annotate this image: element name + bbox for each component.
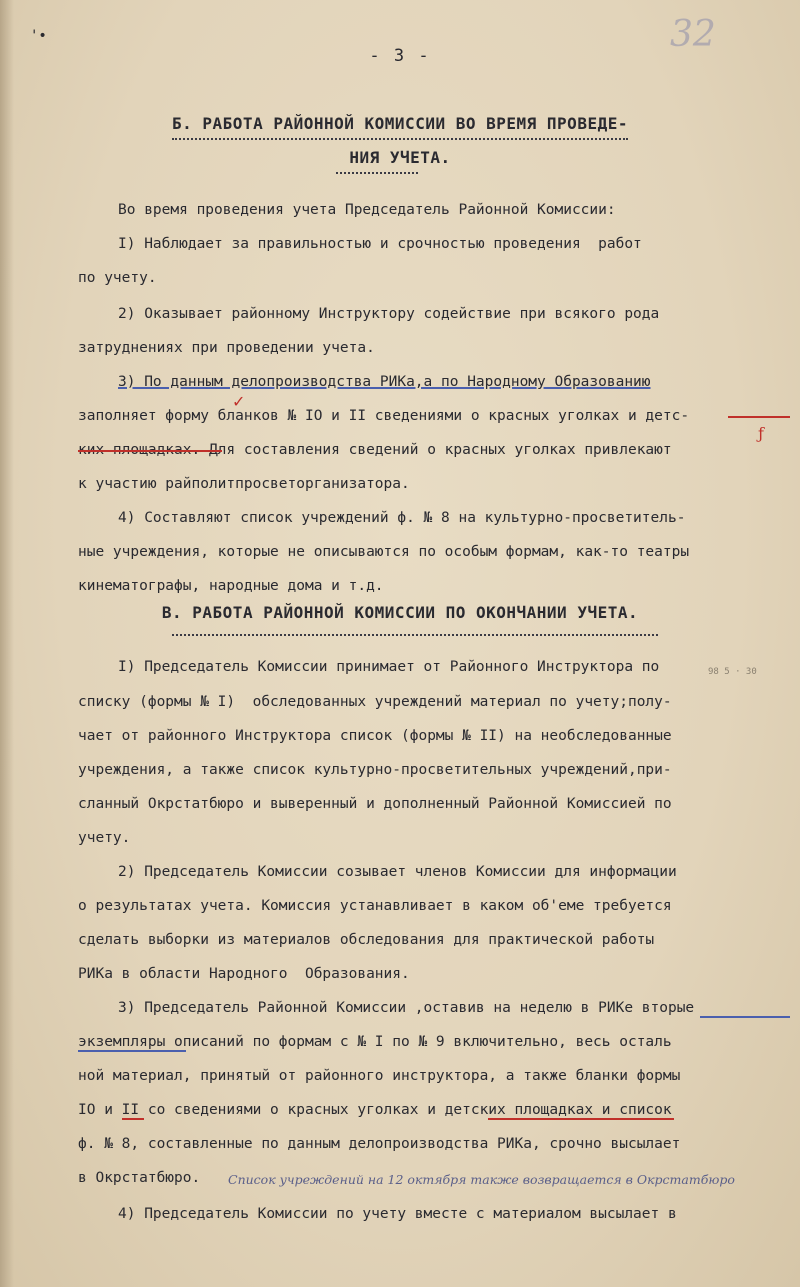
text-line: учету. bbox=[78, 830, 131, 846]
text-line: сланный Окрстатбюро и выверенный и дополненный Районной Комиссией по bbox=[78, 796, 672, 812]
red-correction-mark: ƒ bbox=[758, 424, 764, 443]
text-line: сделать выборки из материалов обследования для практической работы bbox=[78, 932, 655, 948]
red-strike-mark bbox=[488, 1118, 674, 1120]
section-b-title-line1: Б. РАБОТА РАЙОННОЙ КОМИССИИ ВО ВРЕМЯ ПРОВЕДЕ- bbox=[172, 114, 628, 133]
text-line: ких площадках. Для составления сведений о красных уголках привлекают bbox=[78, 442, 672, 458]
title-underline bbox=[172, 138, 628, 140]
text-line: IO и II со сведениями о красных уголках и детских площадках и список bbox=[78, 1102, 672, 1118]
text-line: РИКа в области Народного Образования. bbox=[78, 966, 410, 982]
text-line: 4) Председатель Комиссии по учету вместе с материалом высылает в bbox=[118, 1206, 677, 1222]
paper-edge-shadow bbox=[0, 0, 14, 1287]
blue-underline-mark bbox=[78, 1050, 186, 1052]
faint-stamp: 98 5 · 30 bbox=[708, 667, 757, 677]
text-line: I) Наблюдает за правильностью и срочностью проведения работ bbox=[118, 236, 642, 252]
title-underline bbox=[172, 634, 658, 636]
text-line: в Окрстатбюро. bbox=[78, 1170, 201, 1186]
red-strike-mark bbox=[122, 1118, 144, 1120]
text-line: заполняет форму бланков № IO и II сведениями о красных уголках и детс- bbox=[78, 408, 690, 424]
text-line: ные учреждения, которые не описываются по особым формам, как-то театры bbox=[78, 544, 690, 560]
text-line: списку (формы № I) обследованных учреждений материал по учету;полу- bbox=[78, 694, 672, 710]
text-line: 3) Председатель Районной Комиссии ,оставив на неделю в РИКе вторые bbox=[118, 1000, 695, 1016]
text-line: кинематографы, народные дома и т.д. bbox=[78, 578, 384, 594]
text-line: учреждения, а также список культурно-просветительных учреждений,при- bbox=[78, 762, 672, 778]
text-line: 3) По данным делопроизводства РИКа,а по Народному Образованию bbox=[118, 374, 651, 390]
text-line: 2) Оказывает районному Инструктору содействие при всякого рода bbox=[118, 306, 660, 322]
text-line: I) Председатель Комиссии принимает от Районного Инструктора по bbox=[118, 659, 660, 675]
text-line: к участию райполитпросветорганизатора. bbox=[78, 476, 410, 492]
text-line: по учету. bbox=[78, 270, 157, 286]
text-line: ной материал, принятый от районного инструктора, а также бланки формы bbox=[78, 1068, 681, 1084]
red-strike-mark bbox=[78, 450, 222, 452]
red-correction-mark: ✓ bbox=[232, 392, 246, 411]
section-v-title: В. РАБОТА РАЙОННОЙ КОМИССИИ ПО ОКОНЧАНИИ УЧЕТА. bbox=[161, 603, 639, 622]
archive-number: 32 bbox=[670, 14, 716, 55]
blue-underline-mark bbox=[700, 1016, 790, 1018]
corner-mark: '• bbox=[30, 28, 47, 44]
text-line: чает от районного Инструктора список (формы № II) на необследованные bbox=[78, 728, 672, 744]
text-line: экземпляры описаний по формам с № I по № 9 включительно, весь осталь bbox=[78, 1034, 672, 1050]
section-b-title-line2: НИЯ УЧЕТА. bbox=[349, 148, 451, 167]
text-line: о результатах учета. Комиссия устанавливает в каком об'еме требуется bbox=[78, 898, 672, 914]
text-line: 2) Председатель Комиссии созывает членов Комиссии для информации bbox=[118, 864, 677, 880]
page-number: - 3 - bbox=[369, 46, 431, 66]
red-strike-mark bbox=[728, 416, 790, 418]
handwritten-note: Список учреждений на 12 октября также возвращается в Окрстатбюро bbox=[228, 1172, 735, 1187]
text-line: затруднениях при проведении учета. bbox=[78, 340, 375, 356]
text-line: 4) Составляют список учреждений ф. № 8 на культурно-просветитель- bbox=[118, 510, 686, 526]
text-line: Во время проведения учета Председатель Районной Комиссии: bbox=[118, 202, 616, 218]
title-underline bbox=[336, 172, 418, 174]
text-line: ф. № 8, составленные по данным делопроизводства РИКа, срочно высылает bbox=[78, 1136, 681, 1152]
